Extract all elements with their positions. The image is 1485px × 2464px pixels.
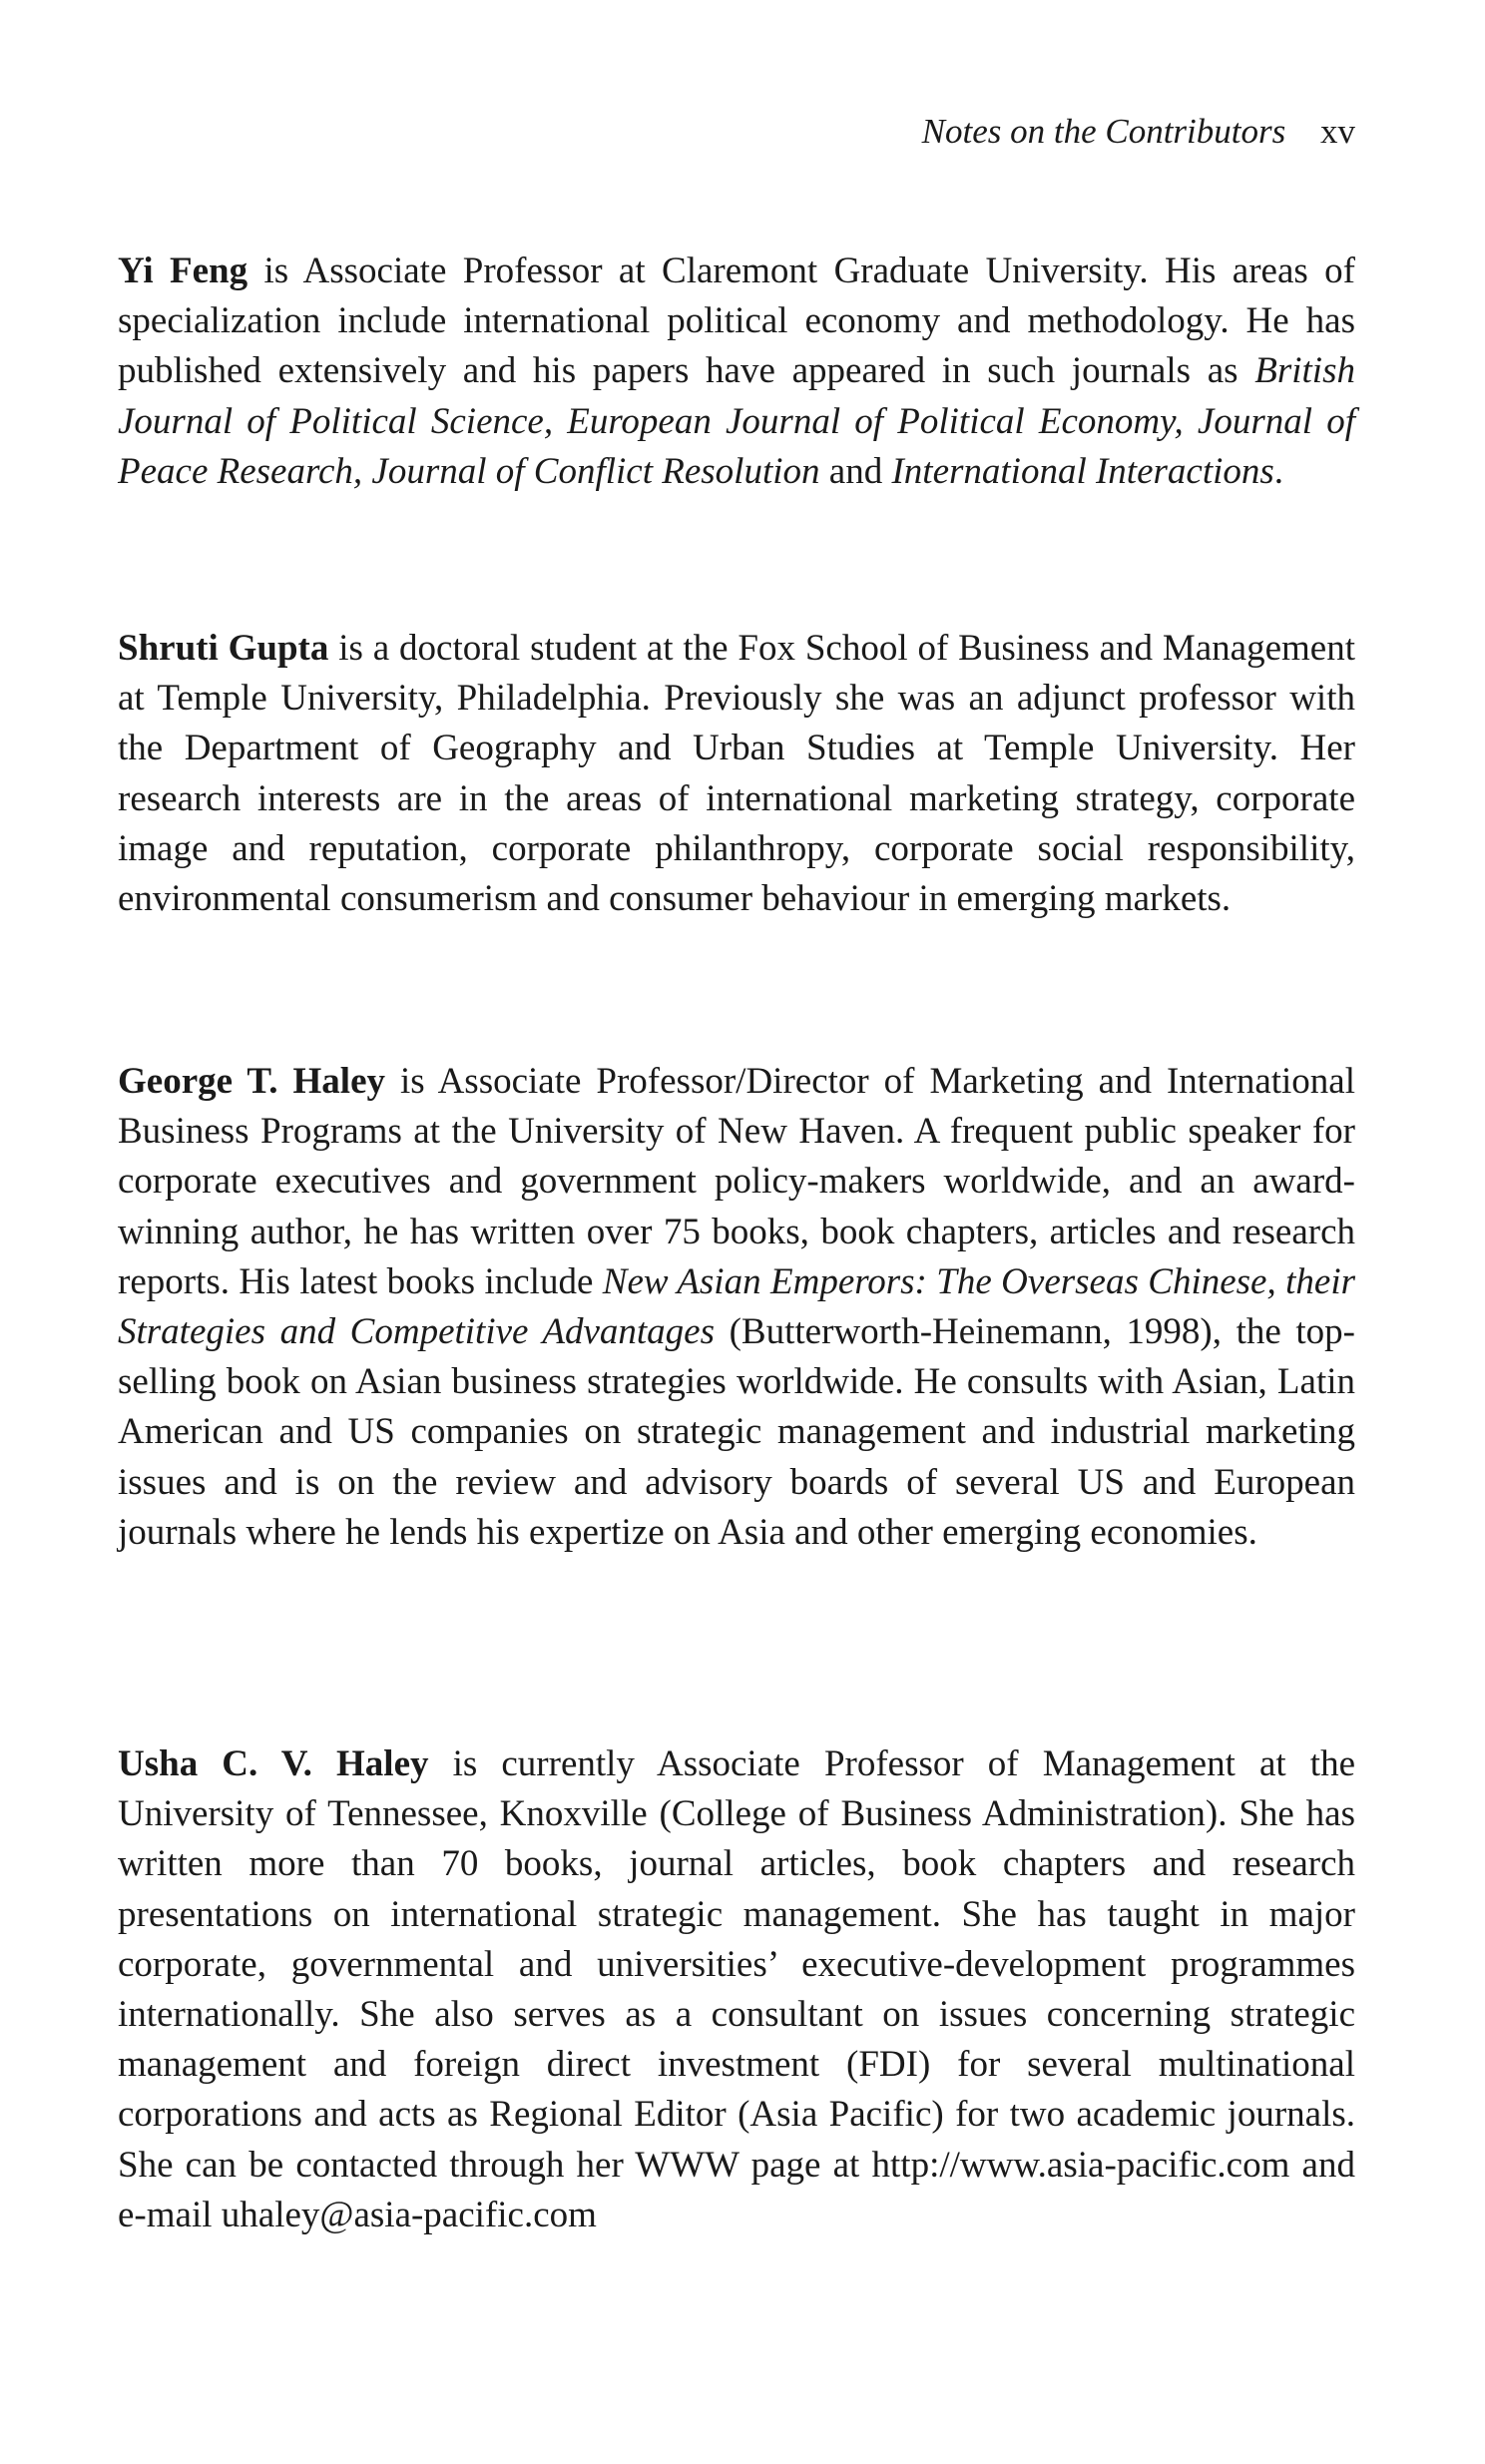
- journal-titles: British Journal of Political Science, European Journal of Political Economy, Journal of Peace Research, Journal of Conflict Resolution: [118, 350, 1355, 492]
- journal-title: International Interactions: [891, 450, 1274, 492]
- page-number: xv: [1320, 112, 1355, 151]
- contributor-entry-yi-feng: [118, 246, 1355, 497]
- contributor-bio-text: (Butterworth-Heinemann, 1998), the top-selling book on Asian business strategies worldwide. He consults with Asian, Latin American and US companies on strategic management and industrial marketing issues and is on the review and advisory boards of several US and European journals where he lends his expertize on Asia and other emerging economies.: [118, 1311, 1355, 1553]
- contributor-name: George T. Haley: [118, 1061, 385, 1102]
- website-url: http://www.asia-pacific.com: [871, 2144, 1290, 2186]
- running-head: [922, 108, 1355, 156]
- running-head-title: Notes on the Contributors: [921, 112, 1286, 151]
- contributor-entry-george-haley: [118, 1057, 1355, 1558]
- contributor-bio-text: is a doctoral student at the Fox School of Business and Management at Temple University, Philadelphia. Previously she was an adjunct professor with the Department of Geography and Urban Studies at Temple University. Her research interests are in the areas of international marketing strategy, corporate image and reputation, corporate philanthropy, corporate social responsibility, environmental consumerism and consumer behaviour in emerging markets.: [118, 628, 1355, 920]
- book-title: New Asian Emperors: The Overseas Chinese, their Strategies and Competitive Advantages: [118, 1260, 1356, 1353]
- contributor-name: Usha C. V. Haley: [118, 1743, 429, 1784]
- email-address: uhaley@asia-pacific.com: [221, 2194, 597, 2235]
- contributor-bio-text: and: [819, 450, 892, 492]
- contributor-bio-text: and e-mail: [118, 2144, 1355, 2235]
- contributor-bio-text: is Associate Professor at Claremont Graduate University. His areas of specialization include international political economy and methodology. He has published extensively and his papers have appeared in such journals as: [118, 250, 1355, 392]
- contributor-bio-text: .: [1273, 450, 1284, 492]
- contributor-entry-usha-haley: [118, 1739, 1355, 2240]
- contributor-bio-text: is currently Associate Professor of Management at the University of Tennessee, Knoxville (College of Business Administration). She has written more than 70 books, journal articles, book chapters and research presentations on international strategic management. She has taught in major corporate, governmental and universities’ executive-development programmes internationally. She also serves as a consultant on issues concerning strategic management and foreign direct investment (FDI) for several multinational corporations and acts as Regional Editor (Asia Pacific) for two academic journals. She can be contacted through her WWW page at: [118, 1743, 1355, 2186]
- contributor-name: Shruti Gupta: [118, 628, 329, 669]
- contributor-bio-text: is Associate Professor/Director of Marketing and International Business Programs at the University of New Haven. A frequent public speaker for corporate executives and government policy-makers worldwide, and an award-winning author, he has written over 75 books, book chapters, articles and research reports. His latest books include: [118, 1061, 1356, 1302]
- contributor-name: Yi Feng: [118, 250, 248, 291]
- contributor-entry-shruti-gupta: [118, 624, 1355, 924]
